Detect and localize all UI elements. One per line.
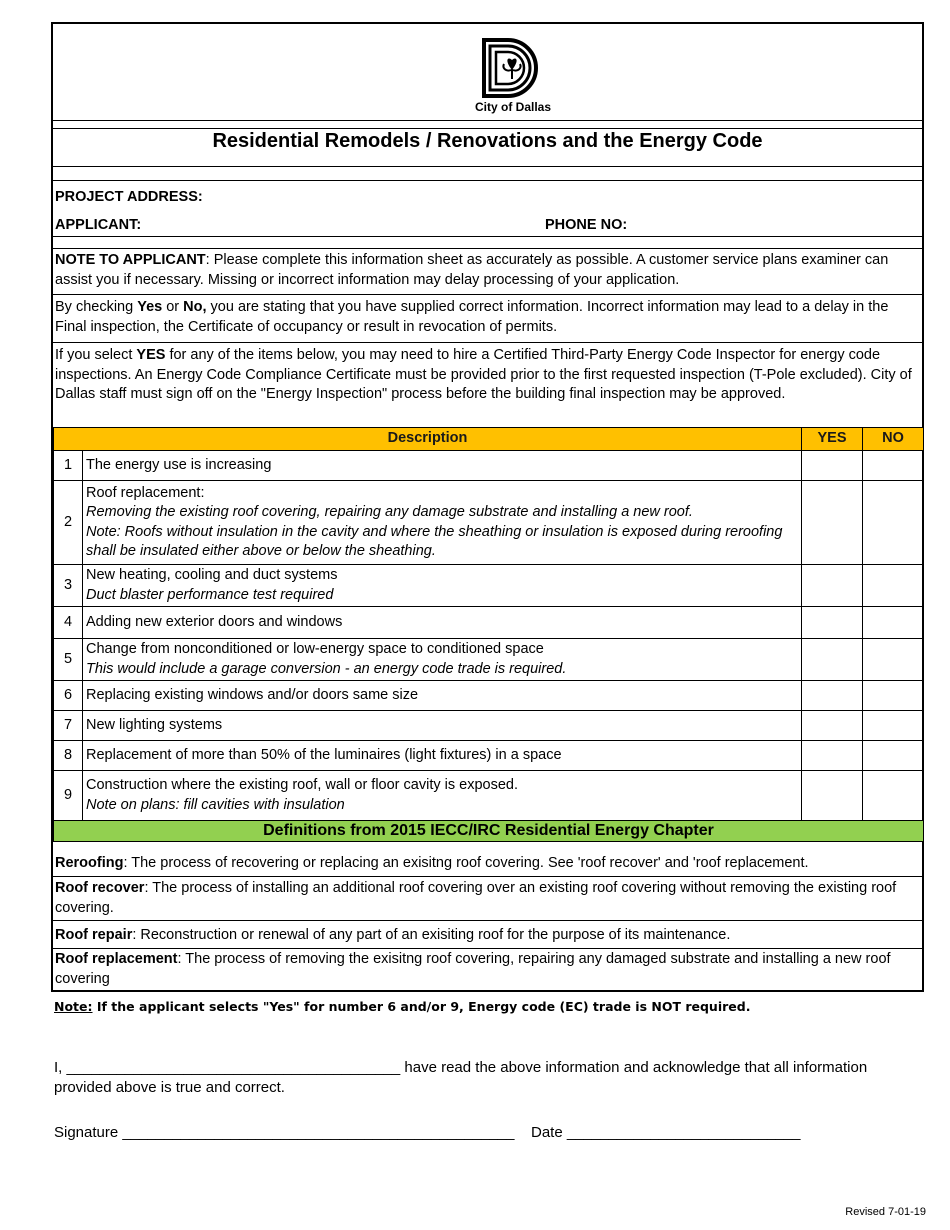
row-text: Replacing existing windows and/or doors same size	[86, 686, 419, 703]
row-description	[83, 771, 802, 821]
energy-items-table	[53, 427, 924, 842]
yes-checkbox-cell[interactable]	[802, 607, 863, 639]
row-number: 1	[54, 451, 83, 481]
checking-yes: Yes	[137, 299, 163, 315]
no-checkbox-cell[interactable]	[863, 607, 924, 639]
description-header: Description	[54, 428, 802, 451]
row-number: 3	[54, 565, 83, 607]
table-header-row	[54, 428, 924, 451]
logo-caption: City of Dallas	[474, 100, 552, 114]
date-line	[531, 1124, 800, 1141]
divider	[53, 180, 922, 181]
row-text: The energy use is increasing	[86, 456, 272, 473]
yes-checkbox-cell[interactable]	[802, 481, 863, 565]
checking-text-c: you are stating that you have supplied correct information. Incorrect information may lead to a delay in the Final inspection, the Certificate of occupancy or result in revocation of permits.	[55, 299, 889, 335]
no-checkbox-cell[interactable]	[863, 639, 924, 681]
row-description	[83, 451, 802, 481]
table-row	[54, 481, 924, 565]
table-row	[54, 565, 924, 607]
row-description	[83, 565, 802, 607]
yes-checkbox-cell[interactable]	[802, 451, 863, 481]
table-row	[54, 451, 924, 481]
divider	[53, 876, 922, 877]
signature-field[interactable]: _______________________________________________	[122, 1124, 515, 1141]
ack-prefix: I,	[54, 1059, 67, 1076]
row-description	[83, 607, 802, 639]
page-title: Residential Remodels / Renovations and the Energy Code	[212, 130, 763, 152]
row-number: 2	[54, 481, 83, 565]
table-row	[54, 607, 924, 639]
no-checkbox-cell[interactable]	[863, 481, 924, 565]
note-to-applicant-text: : Please complete this information sheet as accurately as possible. A customer service plans examiner can assist you if necessary. Missing or incorrect information may delay processing of your application.	[55, 252, 889, 288]
no-checkbox-cell[interactable]	[863, 565, 924, 607]
checking-text-b: or	[162, 299, 184, 315]
table-row	[54, 741, 924, 771]
row-text: Roof replacement:	[86, 484, 205, 501]
form-frame	[51, 22, 924, 992]
acknowledgement	[54, 1058, 914, 1098]
divider	[53, 342, 922, 343]
definition-text: : The process of removing the exisitng roof covering, repairing any damaged substrate and installing a new roof covering	[55, 951, 891, 987]
footer-note-label: Note:	[54, 999, 93, 1014]
divider	[53, 248, 922, 249]
city-of-dallas-logo-icon	[478, 36, 548, 100]
note-to-applicant-label: NOTE TO APPLICANT	[55, 252, 206, 268]
divider	[53, 948, 922, 949]
no-checkbox-cell[interactable]	[863, 711, 924, 741]
divider	[53, 166, 922, 167]
yes-checkbox-cell[interactable]	[802, 711, 863, 741]
select-yes: YES	[136, 347, 166, 363]
checking-no: No,	[183, 299, 207, 315]
divider	[53, 120, 922, 121]
row-italic-note: Note: Roofs without insulation in the cavity and where the sheathing or insulation is exposed during reroofing shall be insulated either above or below the sheathing.	[86, 523, 783, 559]
row-number: 8	[54, 741, 83, 771]
divider	[53, 920, 922, 921]
yes-checkbox-cell[interactable]	[802, 639, 863, 681]
revised-date: Revised 7-01-19	[845, 1206, 926, 1218]
no-checkbox-cell[interactable]	[863, 771, 924, 821]
phone-label: PHONE NO:	[545, 217, 628, 233]
yes-header: YES	[802, 428, 863, 451]
select-yes-statement	[55, 346, 918, 405]
definition-term: Reroofing	[55, 855, 124, 871]
select-text-a: If you select	[55, 347, 137, 363]
definition-reroofing	[55, 854, 918, 874]
row-description	[83, 481, 802, 565]
table-row	[54, 639, 924, 681]
row-number: 6	[54, 681, 83, 711]
table-row	[54, 711, 924, 741]
table-row	[54, 681, 924, 711]
applicant-label: APPLICANT:	[55, 217, 142, 233]
row-text: Adding new exterior doors and windows	[86, 613, 343, 630]
row-italic-note: Note on plans: fill cavities with insulation	[86, 796, 345, 813]
yes-checkbox-cell[interactable]	[802, 565, 863, 607]
row-text: Change from nonconditioned or low-energy space to conditioned space	[86, 641, 544, 657]
definition-text: : The process of installing an additional roof covering over an existing roof covering without removing the existing roof covering.	[55, 880, 897, 916]
name-blank-field[interactable]: ________________________________________	[66, 1059, 401, 1076]
divider	[53, 236, 922, 237]
ack-text: have read the above information and acknowledge that all information provided above is true and correct.	[54, 1059, 868, 1096]
row-text: New heating, cooling and duct systems	[86, 567, 338, 583]
row-description	[83, 681, 802, 711]
row-text: New lighting systems	[86, 716, 223, 733]
row-description	[83, 741, 802, 771]
yes-checkbox-cell[interactable]	[802, 741, 863, 771]
definition-term: Roof replacement	[55, 951, 178, 967]
row-italic-note: Duct blaster performance test required	[86, 586, 334, 603]
definitions-header-row	[54, 821, 924, 842]
footer-note	[54, 999, 750, 1014]
divider	[53, 294, 922, 295]
row-number: 7	[54, 711, 83, 741]
project-address-label: PROJECT ADDRESS:	[55, 189, 203, 205]
no-checkbox-cell[interactable]	[863, 451, 924, 481]
yes-checkbox-cell[interactable]	[802, 771, 863, 821]
no-checkbox-cell[interactable]	[863, 681, 924, 711]
no-header: NO	[863, 428, 924, 451]
date-field[interactable]: ____________________________	[566, 1124, 801, 1141]
definition-roof-recover	[55, 879, 918, 918]
row-italic-note: This would include a garage conversion - an energy code trade is required.	[86, 660, 567, 677]
definition-term: Roof recover	[55, 880, 145, 896]
row-number: 5	[54, 639, 83, 681]
no-checkbox-cell[interactable]	[863, 741, 924, 771]
date-label: Date	[531, 1124, 567, 1141]
note-to-applicant	[55, 251, 918, 290]
row-description	[83, 711, 802, 741]
city-logo	[463, 36, 563, 118]
row-italic-note: Removing the existing roof covering, repairing any damage substrate and installing a new roof.	[86, 504, 693, 520]
row-text: Replacement of more than 50% of the luminaires (light fixtures) in a space	[86, 746, 562, 763]
row-number: 4	[54, 607, 83, 639]
signature-label: Signature	[54, 1124, 123, 1141]
definition-term: Roof repair	[55, 927, 133, 943]
definitions-heading: Definitions from 2015 IECC/IRC Residential Energy Chapter	[54, 821, 924, 842]
row-text: Construction where the existing roof, wall or floor cavity is exposed.	[86, 777, 518, 793]
footer-note-text: If the applicant selects "Yes" for number 6 and/or 9, Energy code (EC) trade is NOT required.	[92, 999, 751, 1014]
table-row	[54, 771, 924, 821]
yes-checkbox-cell[interactable]	[802, 681, 863, 711]
definition-roof-repair	[55, 926, 918, 946]
row-number: 9	[54, 771, 83, 821]
checking-statement	[55, 298, 918, 337]
definition-roof-replacement	[55, 950, 918, 989]
select-text-b: for any of the items below, you may need to hire a Certified Third-Party Energy Code Inspector for energy code inspections. An Energy Code Compliance Certificate must be provided prior to the first requested inspection (T-Pole excluded). City of Dallas staff must sign off on the "Energy Inspection" process before the building final inspection may be approved.	[55, 347, 912, 402]
definition-text: : The process of recovering or replacing an exisitng roof covering. See 'roof recover' and 'roof replacement.	[123, 855, 809, 871]
divider	[53, 128, 922, 129]
definition-text: : Reconstruction or renewal of any part of an exisiting roof for the purpose of its maintenance.	[132, 927, 731, 943]
checking-text-a: By checking	[55, 299, 138, 315]
row-description	[83, 639, 802, 681]
signature-line	[54, 1124, 514, 1141]
